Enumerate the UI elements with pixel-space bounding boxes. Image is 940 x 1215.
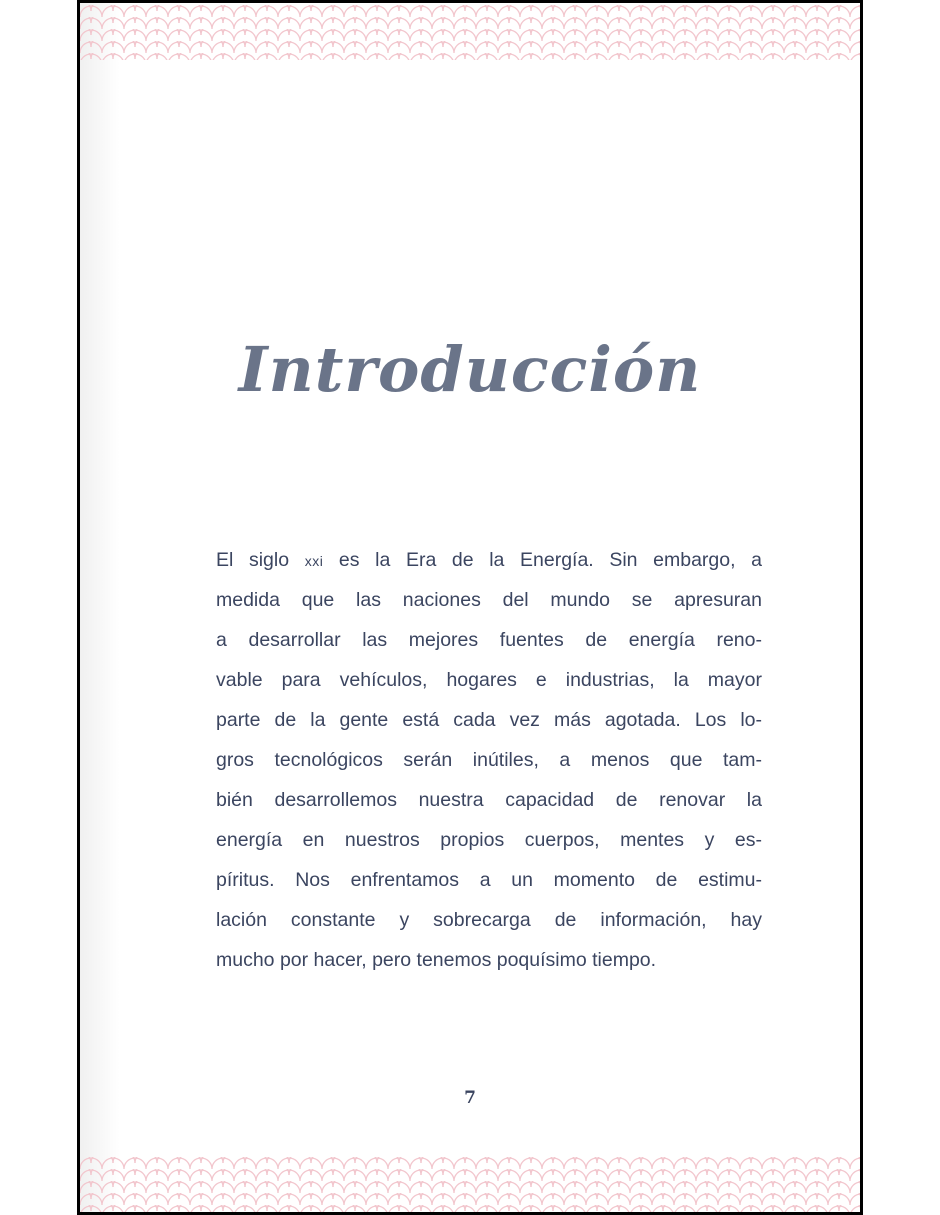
text-line: energía en nuestros propios cuerpos, mentes y es-	[216, 829, 762, 851]
text-line: bién desarrollemos nuestra capacidad de renovar la	[216, 789, 762, 811]
text-line: medida que las naciones del mundo se apresuran	[216, 589, 762, 611]
text-line: El siglo xxi es la Era de la Energía. Sin embargo, a	[216, 549, 762, 571]
text-line: gros tecnológicos serán inútiles, a menos que tam-	[216, 749, 762, 771]
text-line: a desarrollar las mejores fuentes de energía reno-	[216, 629, 762, 651]
body-paragraph	[216, 540, 762, 980]
text-line: lación constante y sobrecarga de información, hay	[216, 909, 762, 931]
text-line: vable para vehículos, hogares e industrias, la mayor	[216, 669, 762, 691]
text-line: píritus. Nos enfrentamos a un momento de estimu-	[216, 869, 762, 891]
century-numeral: xxi	[304, 553, 324, 569]
scale-pattern-top	[80, 5, 860, 60]
spine-shadow	[80, 3, 120, 1212]
page-number: 7	[464, 1088, 476, 1108]
book-page	[77, 0, 863, 1215]
scale-pattern-bottom	[80, 1157, 860, 1212]
chapter-title: Introducción	[238, 333, 702, 406]
text-line: mucho por hacer, pero tenemos poquísimo tiempo.	[216, 949, 657, 971]
text-line: parte de la gente está cada vez más agotada. Los lo-	[216, 709, 762, 731]
